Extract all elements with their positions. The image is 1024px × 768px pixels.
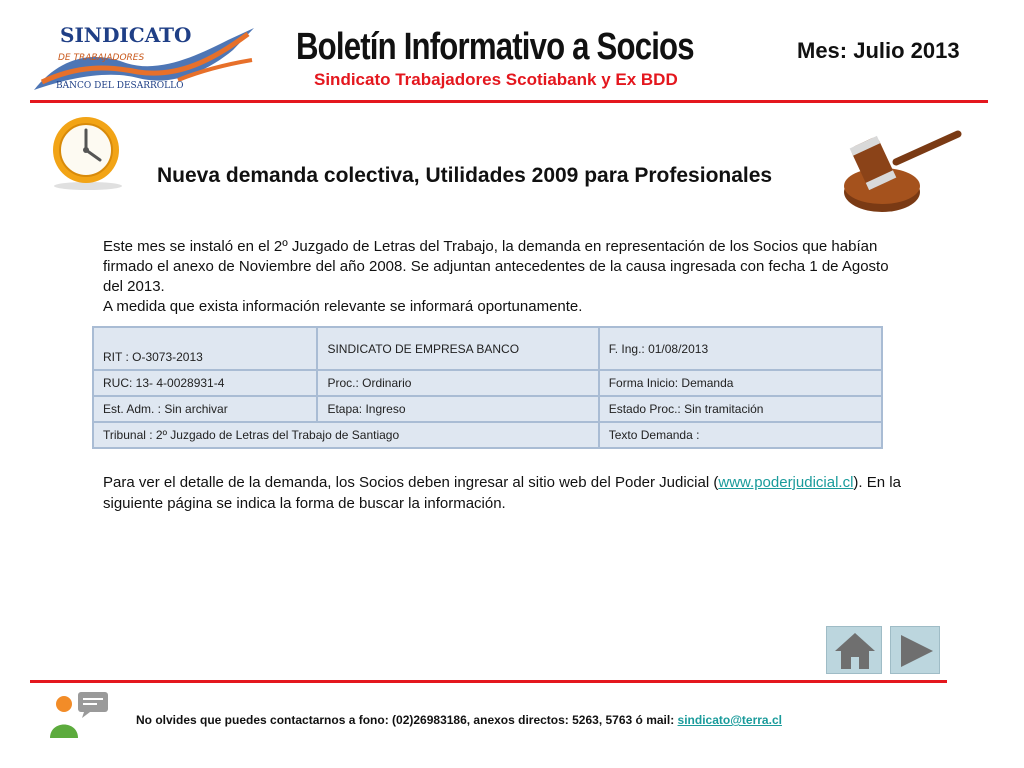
- article-paragraph: A medida que exista información relevante se informará oportunamente.: [103, 298, 583, 315]
- svg-text:BANCO DEL DESARROLLO: BANCO DEL DESARROLLO: [56, 81, 184, 91]
- svg-text:DE TRABAJADORES: DE TRABAJADORES: [58, 53, 145, 63]
- sindicato-logo: [28, 20, 258, 96]
- table-row: [93, 396, 882, 422]
- home-icon: [827, 627, 883, 675]
- table-cell: RIT : O-3073-2013: [93, 327, 317, 370]
- play-arrow-icon: [891, 627, 941, 675]
- svg-text:SINDICATO: SINDICATO: [60, 23, 192, 47]
- poder-judicial-link[interactable]: www.poderjudicial.cl: [718, 474, 854, 491]
- contact-info: [136, 713, 782, 727]
- instructions-text: [103, 472, 903, 514]
- table-cell: Forma Inicio: Demanda: [599, 370, 882, 396]
- table-cell: F. Ing.: 01/08/2013: [599, 327, 882, 370]
- contact-text: No olvides que puedes contactarnos a fono: (02)26983186, anexos directos: 5263, 5763 ó mail:: [136, 713, 678, 727]
- article-headline: Nueva demanda colectiva, Utilidades 2009 para Profesionales: [157, 164, 773, 187]
- header-divider: [30, 100, 988, 103]
- table-cell: Texto Demanda :: [599, 422, 882, 448]
- table-row: [93, 327, 882, 370]
- article-body: [103, 237, 903, 317]
- article-paragraph: Este mes se instaló en el 2º Juzgado de Letras del Trabajo, la demanda en representación de los Socios que habían firmado el anexo de Noviembre del año 2008. Se adjuntan antecedentes de la causa ingresada con fecha 1 de Agosto del 2013.: [103, 238, 889, 295]
- clock-icon: [44, 112, 132, 192]
- table-cell: SINDICATO DE EMPRESA BANCO: [317, 327, 598, 370]
- case-details-table: [92, 326, 883, 449]
- footer-divider: [30, 680, 947, 683]
- next-page-button[interactable]: [890, 626, 940, 674]
- table-cell: Proc.: Ordinario: [317, 370, 598, 396]
- contact-person-icon: [46, 690, 112, 740]
- gavel-icon: [836, 126, 966, 218]
- instructions-after: ). En la siguiente página se indica la forma de buscar la información.: [103, 474, 901, 512]
- table-row: [93, 422, 882, 448]
- bulletin-title: Boletín Informativo a Socios: [296, 26, 694, 68]
- bulletin-subtitle: Sindicato Trabajadores Scotiabank y Ex BDD: [314, 70, 678, 89]
- table-row: [93, 370, 882, 396]
- email-link[interactable]: sindicato@terra.cl: [677, 713, 782, 727]
- month-label: Mes: Julio 2013: [797, 38, 960, 63]
- table-cell: Tribunal : 2º Juzgado de Letras del Trabajo de Santiago: [93, 422, 599, 448]
- table-cell: Etapa: Ingreso: [317, 396, 598, 422]
- home-button[interactable]: [826, 626, 882, 674]
- instructions-before: Para ver el detalle de la demanda, los Socios deben ingresar al sitio web del Poder Judicial (: [103, 474, 719, 491]
- table-cell: Est. Adm. : Sin archivar: [93, 396, 317, 422]
- table-cell: Estado Proc.: Sin tramitación: [599, 396, 882, 422]
- table-cell: RUC: 13- 4-0028931-4: [93, 370, 317, 396]
